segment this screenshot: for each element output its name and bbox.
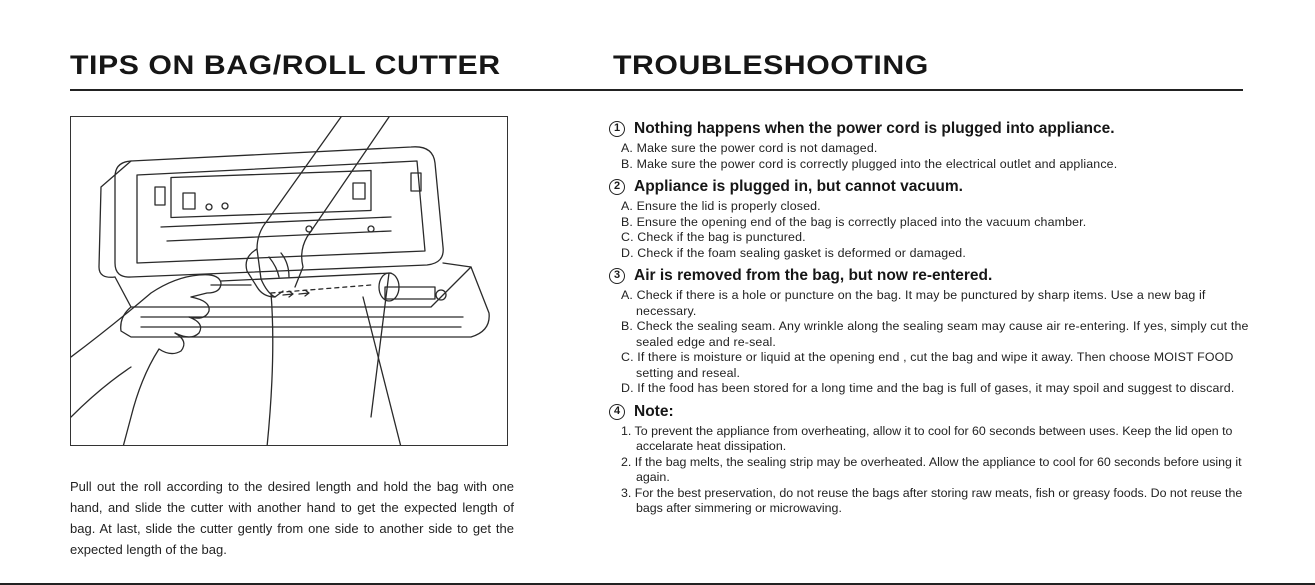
list-item: 1. To prevent the appliance from overheating, allow it to cool for 60 seconds between uses. Keep the lid open to accelarate heat dissipation.	[621, 423, 1233, 453]
section-title: Air is removed from the bag, but now re-entered.	[634, 267, 993, 284]
troubleshooting-section	[609, 401, 1249, 517]
title-divider	[70, 89, 1243, 91]
list-item: A. Ensure the lid is properly closed.	[621, 199, 821, 213]
troubleshooting-section	[609, 176, 1249, 261]
section-number-badge: 3	[609, 268, 625, 284]
section-title: Nothing happens when the power cord is plugged into appliance.	[634, 120, 1115, 137]
right-page-title: TROUBLESHOOTING	[613, 50, 929, 80]
list-item: C. Check if the bag is punctured.	[621, 230, 806, 244]
list-item: B. Check the sealing seam. Any wrinkle along the sealing seam may cause air re-entering. If yes, simply cut the sealed edge and re-seal.	[621, 319, 1249, 349]
cutter-illustration	[70, 116, 508, 446]
section-title: Appliance is plugged in, but cannot vacuum.	[634, 178, 963, 195]
section-number-badge: 1	[609, 121, 625, 137]
list-item: 3. For the best preservation, do not reuse the bags after storing raw meats, fish or greasy foods. Do not reuse the bags after simmering or microwaving.	[621, 485, 1243, 515]
list-item: B. Make sure the power cord is correctly plugged into the electrical outlet and appliance.	[621, 156, 1118, 171]
list-item: D. Check if the foam sealing gasket is deformed or damaged.	[621, 245, 966, 260]
cutter-instructions: Pull out the roll according to the desired length and hold the bag with one hand, and slide the cutter with another hand to get the expected length of bag. At last, slide the cutter gently from one side to another side to get the expected length of the bag.	[70, 479, 514, 557]
list-item: 2. If the bag melts, the sealing strip may be overheated. Allow the appliance to cool for 60 seconds before using it again.	[621, 454, 1242, 484]
list-item: C. If there is moisture or liquid at the opening end , cut the bag and wipe it away. Then choose MOIST FOOD setting and reseal.	[621, 350, 1234, 380]
list-item: A. Check if there is a hole or puncture on the bag. It may be punctured by sharp items. Use a new bag if necessary.	[621, 288, 1206, 318]
troubleshooting-section	[609, 118, 1249, 172]
list-item: D. If the food has been stored for a long time and the bag is full of gases, it may spoil and suggest to discard.	[621, 381, 1235, 395]
section-title: Note:	[634, 402, 674, 420]
troubleshooting-section	[609, 265, 1249, 397]
section-number-badge: 2	[609, 179, 625, 195]
list-item: B. Ensure the opening end of the bag is correctly placed into the vacuum chamber.	[621, 214, 1087, 229]
troubleshooting-list	[609, 118, 1249, 521]
list-item: A. Make sure the power cord is not damaged.	[621, 141, 878, 155]
section-number-badge: 4	[609, 404, 625, 420]
left-page-title: TIPS ON BAG/ROLL CUTTER	[70, 50, 501, 80]
